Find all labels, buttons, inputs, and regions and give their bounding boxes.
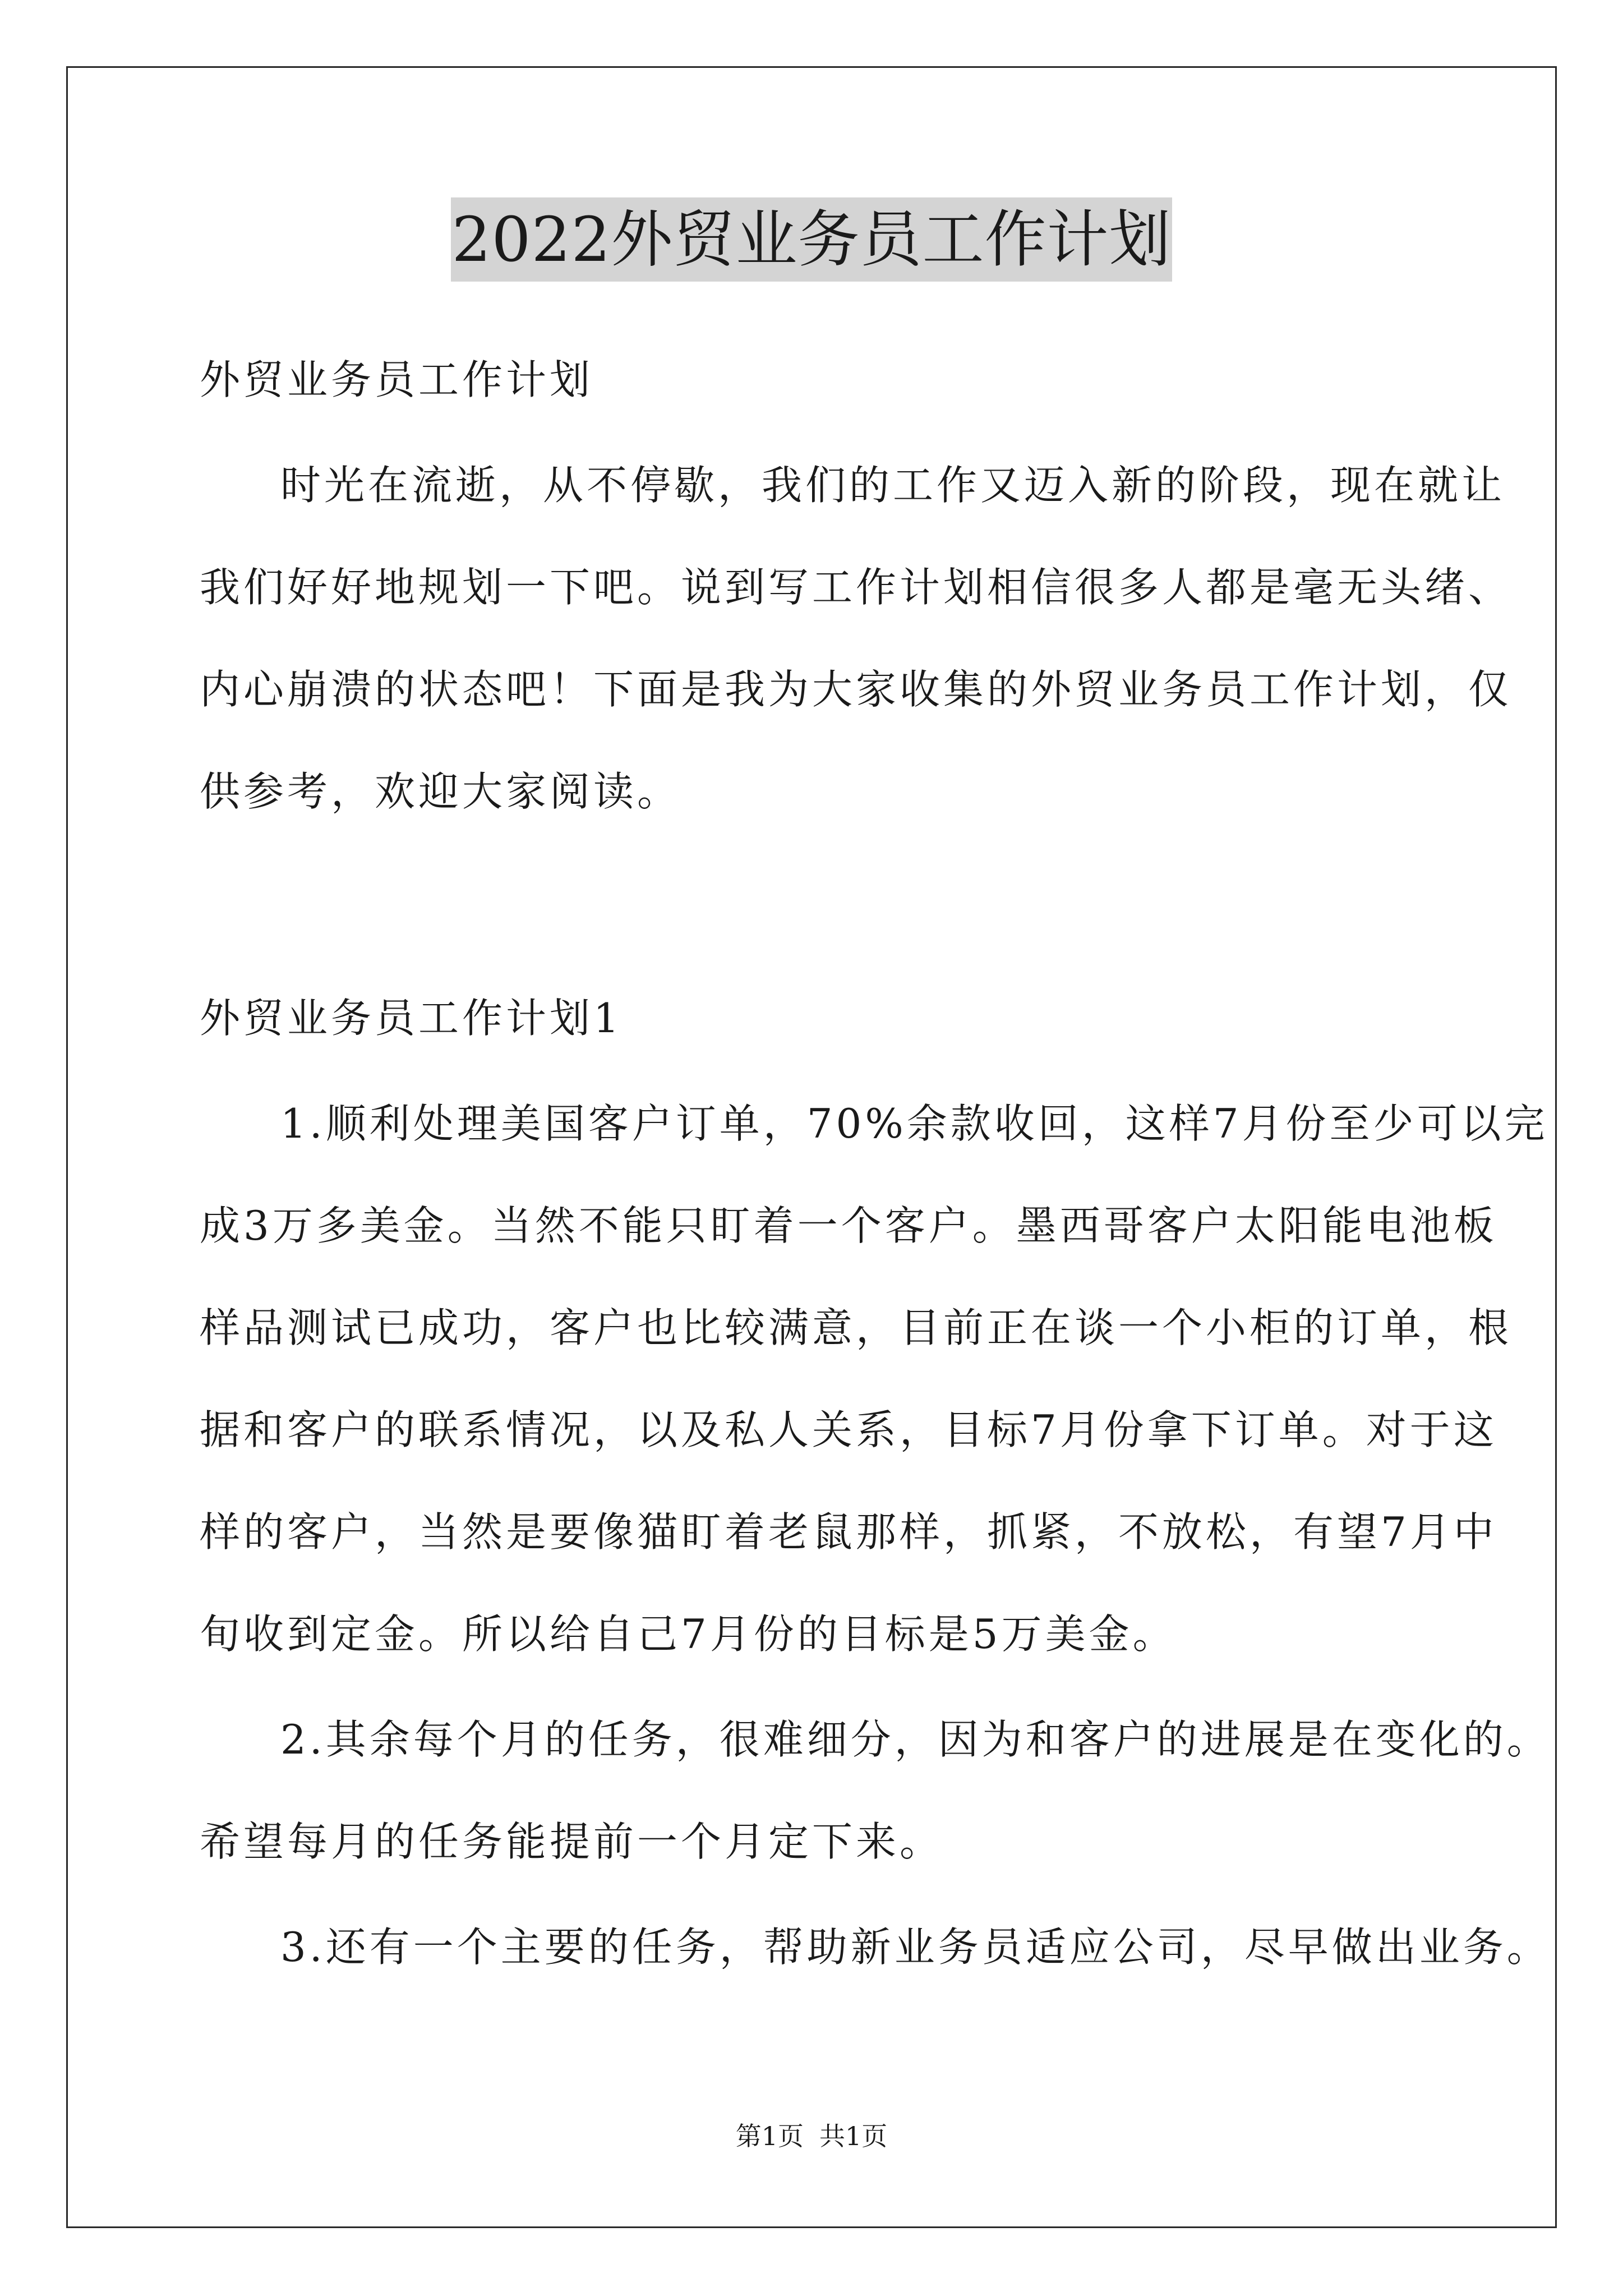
item2-line: 希望每月的任务能提前一个月定下来。	[200, 1818, 944, 1865]
item1-line: 样品测试已成功，客户也比较满意，目前正在谈一个小柜的订单，根	[200, 1304, 1513, 1351]
title-container	[0, 197, 1623, 282]
item1-line: 1.顺利处理美国客户订单，70%余款收回，这样7月份至少可以完	[280, 1100, 1548, 1147]
item1-line: 旬收到定金。所以给自己7月份的目标是5万美金。	[200, 1611, 1177, 1658]
item1-line: 成3万多美金。当然不能只盯着一个客户。墨西哥客户太阳能电池板	[200, 1202, 1497, 1249]
section-heading: 外贸业务员工作计划1	[200, 995, 623, 1042]
document-subtitle: 外贸业务员工作计划	[200, 356, 594, 403]
intro-line: 内心崩溃的状态吧！下面是我为大家收集的外贸业务员工作计划，仅	[200, 666, 1513, 713]
page-total: 共1页	[819, 2121, 888, 2151]
document-title: 2022外贸业务员工作计划	[451, 197, 1173, 282]
page-footer	[0, 2119, 1623, 2153]
intro-line: 供参考，欢迎大家阅读。	[200, 768, 681, 815]
item2-line: 2.其余每个月的任务，很难细分，因为和客户的进展是在变化的。	[280, 1716, 1551, 1763]
intro-line: 时光在流逝，从不停歇，我们的工作又迈入新的阶段，现在就让	[280, 462, 1506, 509]
item1-line: 样的客户，当然是要像猫盯着老鼠那样，抓紧，不放松，有望7月中	[200, 1508, 1497, 1556]
item1-line: 据和客户的联系情况，以及私人关系，目标7月份拿下订单。对于这	[200, 1406, 1497, 1453]
intro-line: 我们好好地规划一下吧。说到写工作计划相信很多人都是毫无头绪、	[200, 564, 1513, 611]
page-number: 第1页	[735, 2121, 804, 2151]
item3-line: 3.还有一个主要的任务，帮助新业务员适应公司，尽早做出业务。	[280, 1924, 1551, 1971]
